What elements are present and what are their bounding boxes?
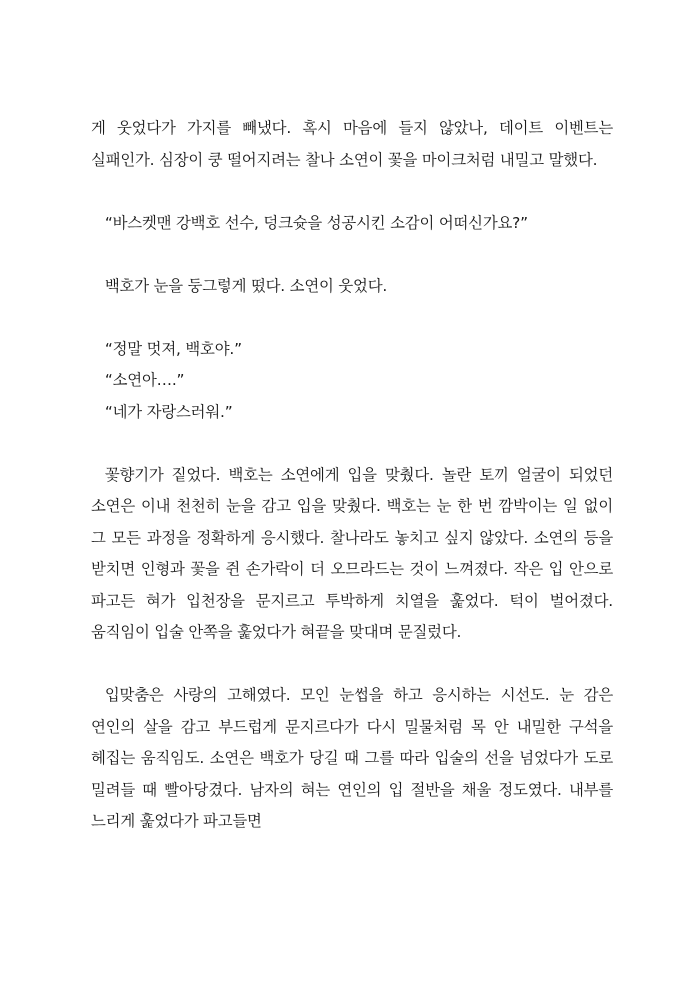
paragraph-1: 게 웃었다가 가지를 빼냈다. 혹시 마음에 들지 않았나, 데이트 이벤트는 실패인가. 심장이 쿵 떨어지려는 찰나 소연이 꽃을 마이크처럼 내밀고 말했다. (91, 119, 613, 169)
paragraph-3: 꽃향기가 짙었다. 백호는 소연에게 입을 맞췄다. 놀란 토끼 얼굴이 되었던 소연은 이내 천천히 눈을 감고 입을 맞췄다. 백호는 눈 한 번 깜박이는 일 없이 그 모든 과정을 정확하게 응시했다. 찰나라도 놓치고 싶지 않았다. 소연의 등을 받치면 인형과 꽃을 쥔 손가락이 더 오므라드는 것이 느껴졌다. 작은 입 안으로 파고든 혀가 입천장을 문지르고 투박하게 치열을 훑었다. 턱이 벌어졌다. 움직임이 입술 안쪽을 훑었다가 혀끝을 맞대며 문질렀다. (91, 465, 613, 641)
paragraph-gap (91, 302, 613, 334)
paragraph-gap (91, 176, 613, 208)
dialogue-line-3: “소연아….” (104, 371, 185, 389)
document-page (91, 113, 613, 838)
paragraph-2: 백호가 눈을 둥그렇게 떴다. 소연이 웃었다. (104, 276, 388, 295)
paragraph-gap (91, 239, 613, 271)
paragraph-4: 입맞춤은 사랑의 고해였다. 모인 눈썹을 하고 응시하는 시선도. 눈 감은 연인의 살을 감고 부드럽게 문지르다가 다시 밀물처럼 목 안 내밀한 구석을 헤집는 움직임도. 소연은 백호가 당길 때 그를 따라 입술의 선을 넘었다가 도로 밀려들 때 빨아당겼다. 남자의 혀는 연인의 입 절반을 채울 정도였다. 내부를 느리게 훑었다가 파고들면 (91, 686, 613, 830)
dialogue-line-1: “바스켓맨 강백호 선수, 덩크슛을 성공시킨 소감이 어떠신가요?” (104, 213, 528, 232)
dialogue-line-2: “정말 멋져, 백호야.” (104, 339, 242, 358)
dialogue-line-4: “네가 자랑스러워.” (104, 402, 233, 421)
paragraph-gap (91, 649, 613, 681)
paragraph-gap (91, 428, 613, 460)
